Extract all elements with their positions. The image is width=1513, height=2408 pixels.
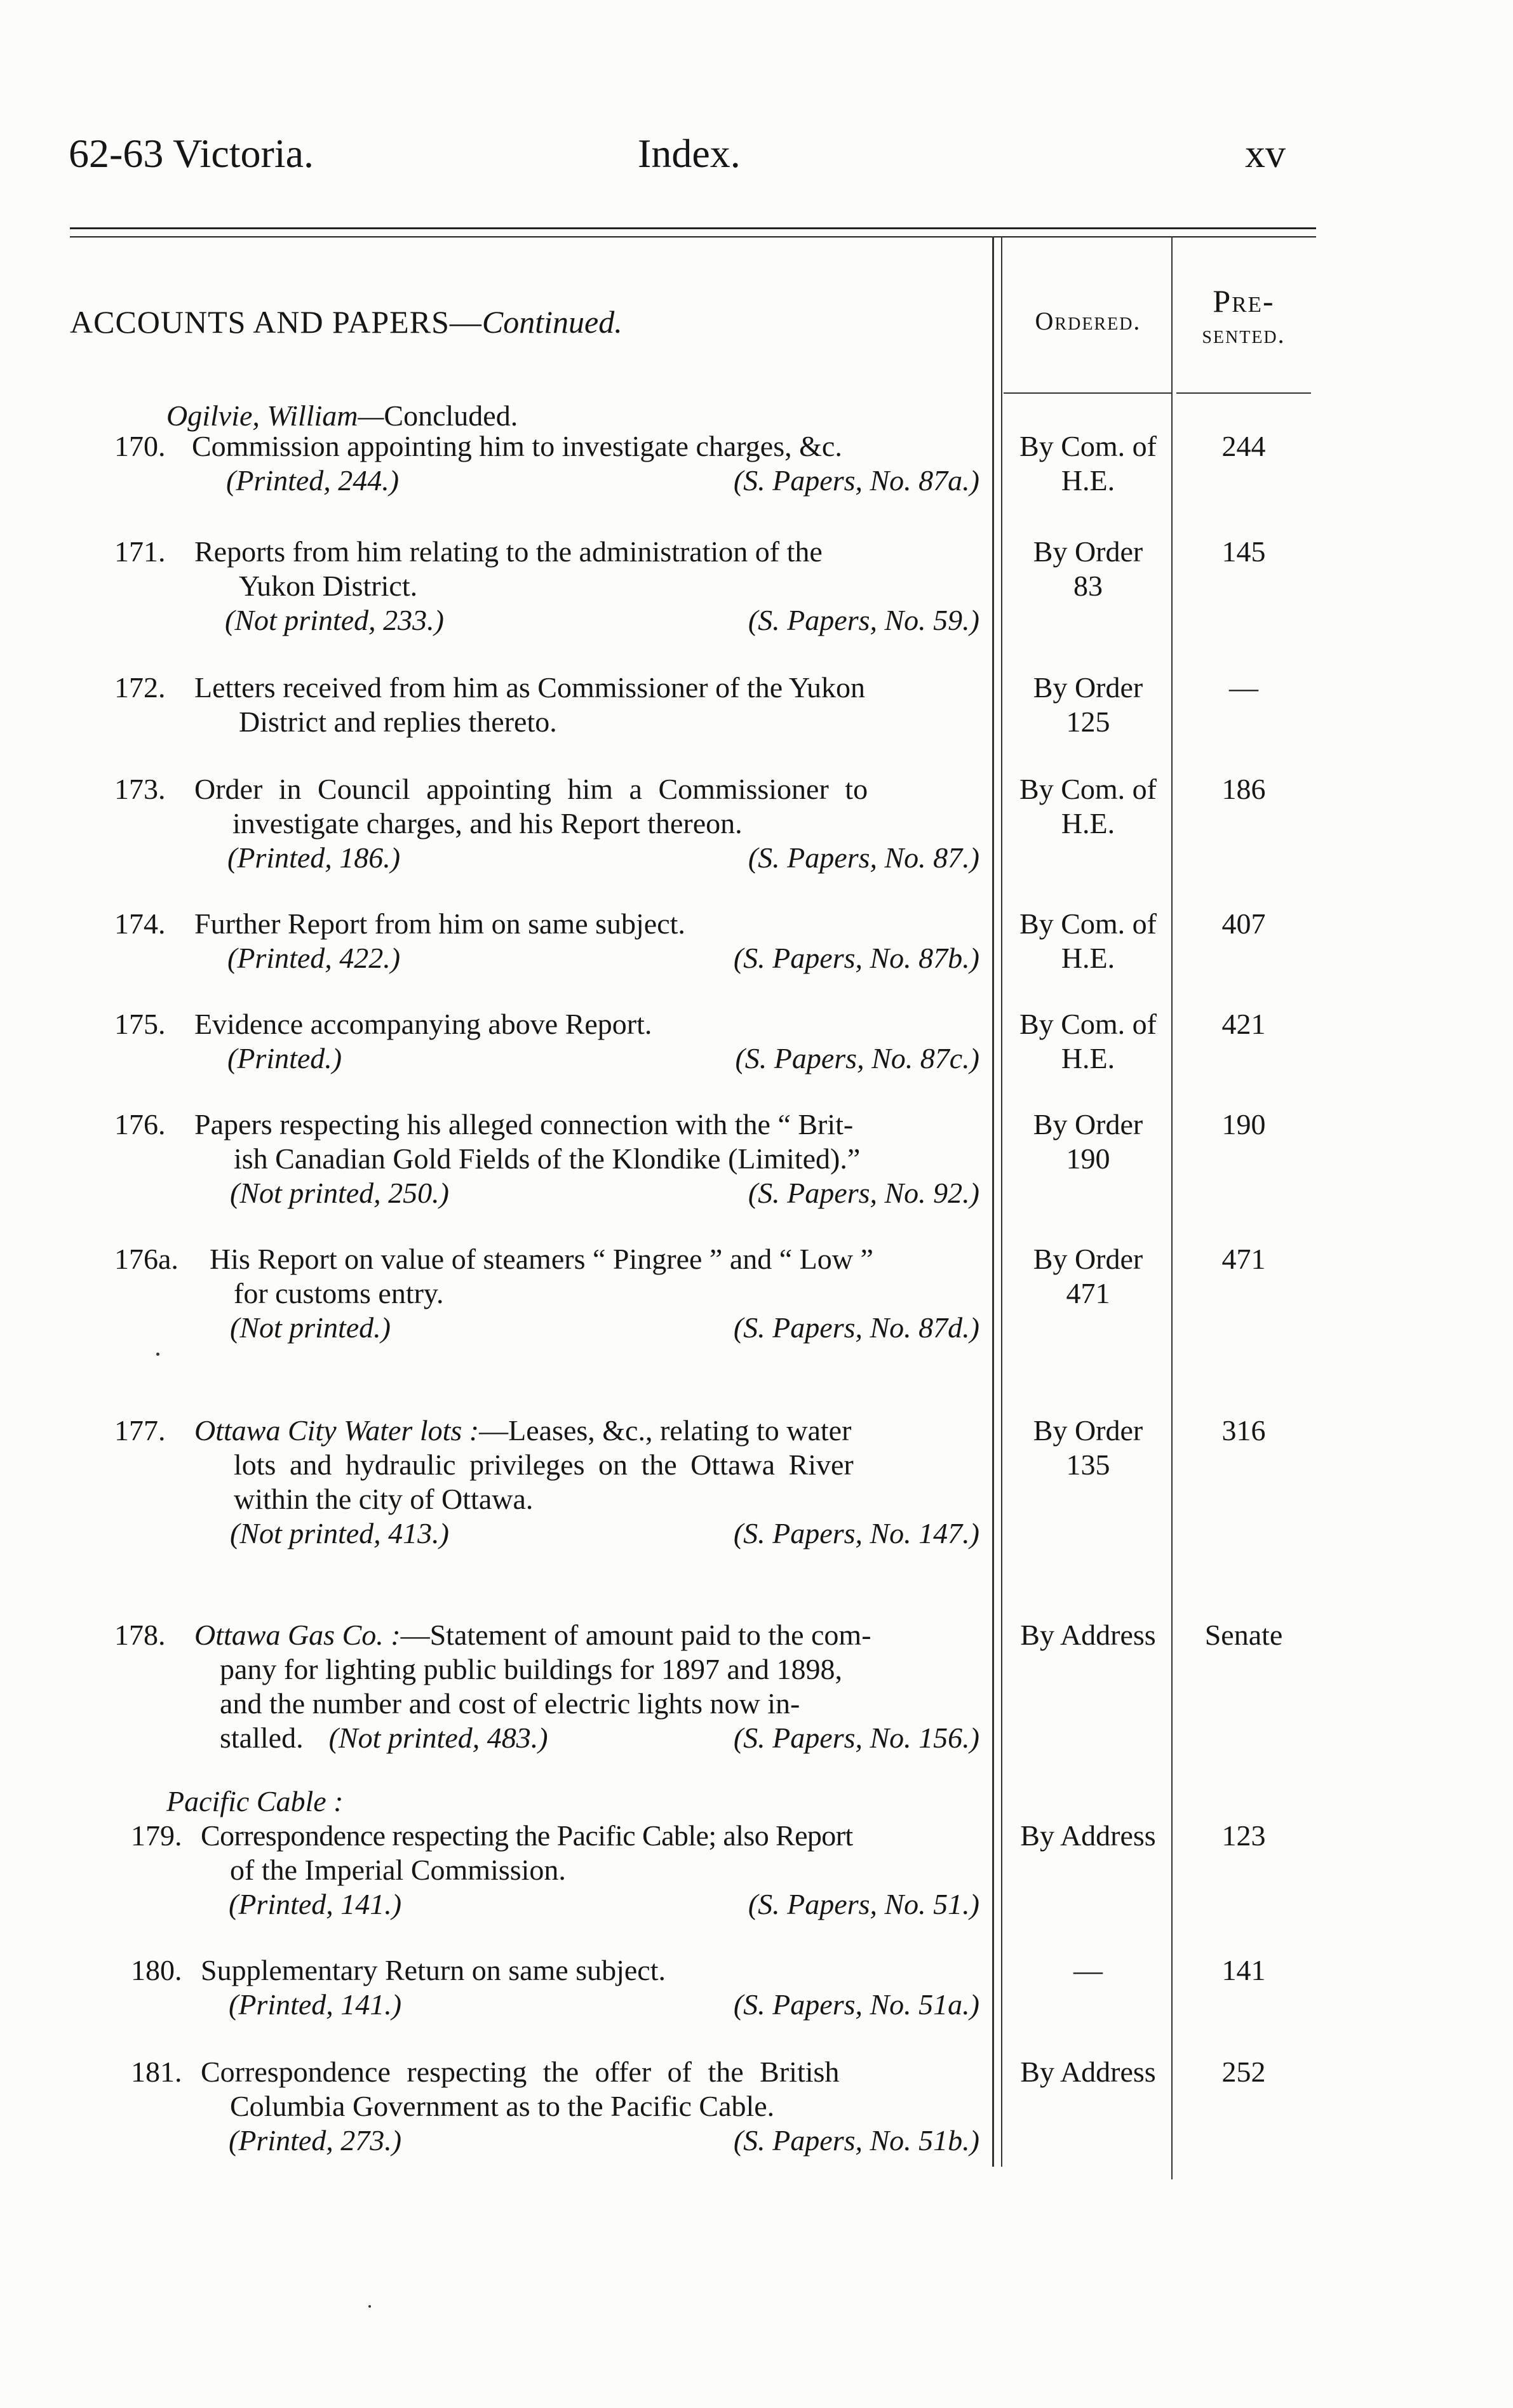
entry-number: 175. bbox=[114, 1008, 166, 1040]
entry-line-rest: —Statement of amount paid to the com- bbox=[400, 1619, 871, 1651]
entry-presented: 252 bbox=[1221, 2056, 1266, 2088]
ordered-line: 135 bbox=[1066, 1448, 1110, 1481]
ordered-line: By Order bbox=[1033, 535, 1143, 568]
entry-reference bbox=[194, 841, 983, 875]
entry-ref-printed: (Not printed, 233.) bbox=[225, 604, 444, 636]
entry-ordered bbox=[1005, 671, 1171, 739]
ordered-line: 125 bbox=[1066, 706, 1110, 738]
entry-ref-papers: (S. Papers, No. 147.) bbox=[733, 1517, 979, 1549]
entry-text bbox=[201, 1953, 983, 2022]
entry-text bbox=[194, 1414, 983, 1551]
ordered-line: H.E. bbox=[1061, 1042, 1115, 1074]
entry-ordered bbox=[1005, 1618, 1171, 1652]
entry-presented: 123 bbox=[1221, 1819, 1266, 1852]
entry-line: Columbia Government as to the Pacific Cable. bbox=[230, 2090, 775, 2122]
entry-text bbox=[194, 1107, 983, 1210]
ink-speck bbox=[156, 1353, 159, 1356]
entry-number: 171. bbox=[114, 535, 166, 568]
entry-presented: Senate bbox=[1204, 1619, 1283, 1651]
entry-ordered bbox=[1005, 1414, 1171, 1482]
entry-ref-papers: (S. Papers, No. 59.) bbox=[748, 604, 979, 636]
entry-ordered bbox=[1005, 1107, 1171, 1176]
entry-ref-papers: (S. Papers, No. 87a.) bbox=[733, 464, 979, 497]
ordered-line: By Order bbox=[1033, 1414, 1143, 1447]
ordered-line: — bbox=[1073, 1954, 1103, 1986]
entry-number: 177. bbox=[114, 1414, 166, 1447]
entry-text bbox=[194, 671, 983, 739]
entry-line: His Report on value of steamers “ Pingree ” and “ Low ” bbox=[210, 1243, 873, 1275]
entry-line: District and replies thereto. bbox=[239, 706, 557, 738]
ordered-line: 190 bbox=[1066, 1142, 1110, 1175]
entry-number: 170. bbox=[114, 430, 166, 462]
entry-ref-papers: (S. Papers, No. 51b.) bbox=[733, 2124, 979, 2157]
entry-presented: 190 bbox=[1221, 1108, 1266, 1140]
subheading-ogilvie-rest: Concluded. bbox=[384, 399, 518, 432]
entry-text bbox=[188, 429, 983, 498]
entry-number: 176a. bbox=[114, 1243, 178, 1275]
entry-ordered bbox=[1005, 1819, 1171, 1853]
entry-ref-printed: (Not printed, 250.) bbox=[230, 1177, 449, 1209]
entry-presented: 407 bbox=[1221, 907, 1266, 940]
entry-reference bbox=[194, 1516, 983, 1551]
column-divider-left-inner bbox=[1001, 236, 1002, 2167]
column-header-presented-line2: sented. bbox=[1202, 319, 1286, 349]
entry-number: 179. bbox=[131, 1819, 182, 1852]
entry-reference bbox=[194, 941, 983, 975]
entry-reference bbox=[201, 1887, 983, 1922]
ordered-line: By Order bbox=[1033, 671, 1143, 704]
entry-ref-printed: (Printed, 422.) bbox=[227, 942, 401, 974]
entry-ref-papers: (S. Papers, No. 87d.) bbox=[733, 1311, 979, 1344]
ordered-line: H.E. bbox=[1061, 807, 1115, 839]
entry-line: Evidence accompanying above Report. bbox=[194, 1008, 652, 1040]
entry-line: Papers respecting his alleged connection with the “ Brit- bbox=[194, 1108, 854, 1140]
entry-text bbox=[201, 2055, 983, 2158]
entry-ref-printed: (Not printed.) bbox=[230, 1311, 391, 1344]
entry-text bbox=[194, 907, 983, 975]
ordered-line: By Address bbox=[1020, 2056, 1156, 2088]
ordered-line: By Address bbox=[1020, 1819, 1156, 1852]
entry-line: lots and hydraulic privileges on the Ottawa River bbox=[234, 1448, 854, 1481]
entry-ref-papers: (S. Papers, No. 87c.) bbox=[735, 1042, 979, 1074]
entry-presented: 141 bbox=[1221, 1954, 1266, 1986]
entry-text bbox=[194, 1007, 983, 1076]
entry-ordered bbox=[1005, 907, 1171, 975]
entry-text bbox=[201, 1819, 983, 1922]
entry-line: investigate charges, and his Report thereon. bbox=[232, 807, 743, 839]
entry-ordered bbox=[1005, 1007, 1171, 1076]
ink-speck bbox=[368, 2305, 371, 2308]
entry-number: 173. bbox=[114, 773, 166, 805]
section-title-text: ACCOUNTS AND PAPERS— bbox=[70, 304, 482, 340]
ordered-line: By Address bbox=[1020, 1619, 1156, 1651]
entry-line bbox=[194, 1618, 983, 1652]
entry-ref-printed: (Printed, 244.) bbox=[226, 464, 400, 497]
entry-ref-papers: (S. Papers, No. 51a.) bbox=[733, 1988, 979, 2021]
subheading-ogilvie-name: Ogilvie, William— bbox=[166, 399, 384, 432]
entry-line: within the city of Ottawa. bbox=[234, 1483, 534, 1515]
entry-line: Order in Council appointing him a Commissioner to bbox=[194, 773, 868, 805]
ordered-line: By Com. of bbox=[1019, 773, 1157, 805]
column-divider-left bbox=[992, 236, 994, 2167]
entry-line: pany for lighting public buildings for 1897 and 1898, bbox=[220, 1653, 842, 1685]
ordered-line: 471 bbox=[1066, 1277, 1110, 1309]
entry-ordered bbox=[1005, 1242, 1171, 1311]
presented-column-rule bbox=[1176, 392, 1311, 394]
entry-text bbox=[194, 1618, 983, 1755]
entry-reference bbox=[329, 1721, 983, 1755]
entry-line: Commission appointing him to investigate charges, &c. bbox=[192, 430, 842, 462]
ordered-line: H.E. bbox=[1061, 464, 1115, 497]
entry-ref-printed: (Not printed, 483.) bbox=[328, 1722, 548, 1754]
column-divider-right bbox=[1171, 236, 1173, 2179]
entry-reference bbox=[210, 1311, 983, 1345]
entry-reference bbox=[194, 603, 983, 638]
entry-line: of the Imperial Commission. bbox=[230, 1854, 566, 1886]
entry-ref-printed: (Printed, 273.) bbox=[229, 2124, 402, 2157]
entry-text bbox=[194, 535, 983, 638]
entry-line: Yukon District. bbox=[239, 570, 418, 602]
column-header-presented bbox=[1176, 283, 1311, 349]
entry-line: Reports from him relating to the administration of the bbox=[194, 535, 823, 568]
entry-presented: 186 bbox=[1221, 773, 1266, 805]
entry-number: 181. bbox=[131, 2056, 182, 2088]
ordered-column-rule bbox=[1004, 392, 1171, 394]
entry-number: 174. bbox=[114, 907, 166, 940]
page-number: xv bbox=[1245, 131, 1286, 176]
entry-line: Letters received from him as Commissioner of the Yukon bbox=[194, 671, 866, 704]
entry-line-rest: —Leases, &c., relating to water bbox=[479, 1414, 852, 1447]
entry-reference bbox=[194, 1176, 983, 1210]
entry-ref-papers: (S. Papers, No. 92.) bbox=[748, 1177, 979, 1209]
column-header-presented-line1: Pre- bbox=[1213, 283, 1275, 319]
entry-ref-printed: (Not printed, 413.) bbox=[230, 1517, 449, 1549]
subheading-ogilvie bbox=[166, 399, 518, 432]
ordered-line: By Com. of bbox=[1019, 1008, 1157, 1040]
entry-reference bbox=[194, 1041, 983, 1076]
entry-ref-papers: (S. Papers, No. 156.) bbox=[733, 1722, 979, 1754]
running-head-center: Index. bbox=[638, 131, 741, 176]
entry-number: 180. bbox=[131, 1954, 182, 1986]
entry-text bbox=[210, 1242, 983, 1345]
ordered-line: By Order bbox=[1033, 1243, 1143, 1275]
entry-ordered bbox=[1005, 429, 1171, 498]
entry-ref-printed: (Printed, 141.) bbox=[229, 1988, 402, 2021]
header-rule bbox=[70, 227, 1316, 229]
ordered-line: By Com. of bbox=[1019, 430, 1157, 462]
entry-reference bbox=[201, 1988, 983, 2022]
entry-presented: 145 bbox=[1221, 535, 1266, 568]
entry-ordered bbox=[1005, 2055, 1171, 2089]
entry-reference bbox=[201, 2124, 983, 2158]
column-header-ordered: Ordered. bbox=[1035, 307, 1141, 335]
entry-ref-printed: (Printed, 141.) bbox=[229, 1888, 402, 1920]
section-title bbox=[70, 304, 622, 340]
entry-line: for customs entry. bbox=[234, 1277, 444, 1309]
entry-ref-papers: (S. Papers, No. 51.) bbox=[748, 1888, 979, 1920]
ordered-line: By Com. of bbox=[1019, 907, 1157, 940]
entry-number: 178. bbox=[114, 1619, 166, 1651]
entry-presented: 244 bbox=[1221, 430, 1266, 462]
entry-line: ish Canadian Gold Fields of the Klondike (Limited).” bbox=[234, 1142, 861, 1175]
ordered-line: By Order bbox=[1033, 1108, 1143, 1140]
entry-ref-papers: (S. Papers, No. 87b.) bbox=[733, 942, 979, 974]
entry-ref-printed: (Printed.) bbox=[227, 1042, 342, 1074]
entry-line bbox=[194, 1414, 983, 1448]
entry-number: 172. bbox=[114, 671, 166, 704]
entry-reference bbox=[188, 464, 983, 498]
entry-presented: 421 bbox=[1221, 1008, 1266, 1040]
entry-ordered bbox=[1005, 772, 1171, 841]
subheading-pacific-cable: Pacific Cable : bbox=[166, 1785, 344, 1817]
entry-ordered bbox=[1005, 1953, 1171, 1988]
section-title-italic: Continued. bbox=[481, 304, 622, 340]
entry-presented: — bbox=[1229, 671, 1258, 704]
entry-ordered bbox=[1005, 535, 1171, 603]
entry-line: Correspondence respecting the offer of the British bbox=[201, 2056, 840, 2088]
entry-line bbox=[194, 1721, 983, 1755]
entry-topic: Ottawa Gas Co. : bbox=[194, 1619, 401, 1651]
ordered-line: H.E. bbox=[1061, 942, 1115, 974]
ordered-line: 83 bbox=[1073, 570, 1103, 602]
entry-ref-printed: (Printed, 186.) bbox=[227, 841, 401, 874]
entry-number: 176. bbox=[114, 1108, 166, 1140]
header-rule-thin bbox=[70, 236, 1316, 237]
entry-presented: 471 bbox=[1221, 1243, 1266, 1275]
entry-ref-papers: (S. Papers, No. 87.) bbox=[748, 841, 979, 874]
entry-text bbox=[194, 772, 983, 875]
entry-line-start: stalled. bbox=[220, 1722, 304, 1754]
running-head-left: 62-63 Victoria. bbox=[69, 131, 314, 176]
entry-topic: Ottawa City Water lots : bbox=[194, 1414, 480, 1447]
entry-line: Correspondence respecting the Pacific Cable; also Report bbox=[201, 1819, 853, 1852]
entry-line: Supplementary Return on same subject. bbox=[201, 1954, 666, 1986]
entry-presented: 316 bbox=[1221, 1414, 1266, 1447]
entry-line: Further Report from him on same subject. bbox=[194, 907, 685, 940]
entry-line: and the number and cost of electric lights now in- bbox=[220, 1687, 800, 1720]
